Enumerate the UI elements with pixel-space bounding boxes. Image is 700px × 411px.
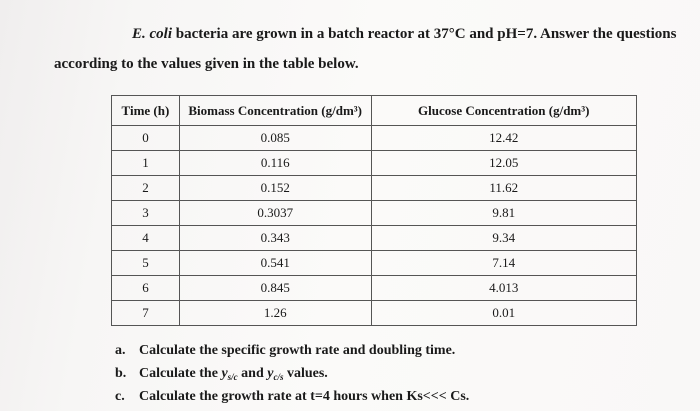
species-name: E. coli [132,26,172,42]
glucose-cell: 12.05 [371,151,636,176]
table-row [112,276,637,301]
question-text-before: Calculate the [139,365,222,381]
question-text: Calculate the growth rate at t=4 hours when Ks<<< Cs. [139,388,470,404]
time-cell: 6 [112,276,180,301]
yield-symbol-1: y [221,365,228,381]
question-a [115,339,469,362]
table-row [112,301,637,326]
time-cell: 2 [112,176,180,201]
biomass-cell: 0.3037 [179,201,371,226]
biomass-cell: 0.541 [179,251,371,276]
yield-subscript-1: s/c [227,371,238,382]
glucose-cell: 9.81 [371,201,636,226]
question-letter: b. [115,365,127,381]
glucose-cell: 0.01 [371,301,636,326]
glucose-header: Glucose Concentration (g/dm³) [371,96,636,126]
intro-line-1-text: bacteria are grown in a batch reactor at 37°C and pH=7. Answer the questions [175,26,677,42]
biomass-cell: 0.343 [179,226,371,251]
time-cell: 5 [112,251,180,276]
time-cell: 0 [112,126,180,151]
question-text: Calculate the specific growth rate and doubling time. [139,342,456,358]
glucose-cell: 7.14 [371,251,636,276]
time-cell: 1 [112,151,180,176]
table-header-row [112,96,637,126]
time-header: Time (h) [112,96,180,126]
yield-symbol-2: y [267,365,274,381]
question-text-between: and [241,365,268,381]
glucose-cell: 9.34 [371,226,636,251]
time-cell: 4 [112,226,180,251]
question-text-after: values. [283,365,328,381]
biomass-cell: 0.085 [179,126,371,151]
time-cell: 7 [112,301,180,326]
question-b [115,362,469,385]
time-cell: 3 [112,201,180,226]
intro-line-2: according to the values given in the table below. [54,56,359,72]
table-row [112,251,637,276]
glucose-cell: 12.42 [371,126,636,151]
question-letter: a. [115,342,126,358]
biomass-cell: 1.26 [179,301,371,326]
biomass-cell: 0.116 [179,151,371,176]
question-letter: c. [115,388,125,404]
question-list [115,339,469,408]
glucose-cell: 4.013 [371,276,636,301]
biomass-header: Biomass Concentration (g/dm³) [179,96,371,126]
table-row [112,226,637,251]
biomass-cell: 0.152 [179,176,371,201]
question-text [139,366,328,382]
table-row [112,201,637,226]
yield-subscript-2: c/s [273,371,284,382]
table-row [112,126,637,151]
question-c [115,385,469,408]
glucose-cell: 11.62 [371,176,636,201]
biomass-cell: 0.845 [179,276,371,301]
data-table [111,95,637,326]
table-row [112,176,637,201]
table-row [112,151,637,176]
intro-line-1 [132,26,676,43]
